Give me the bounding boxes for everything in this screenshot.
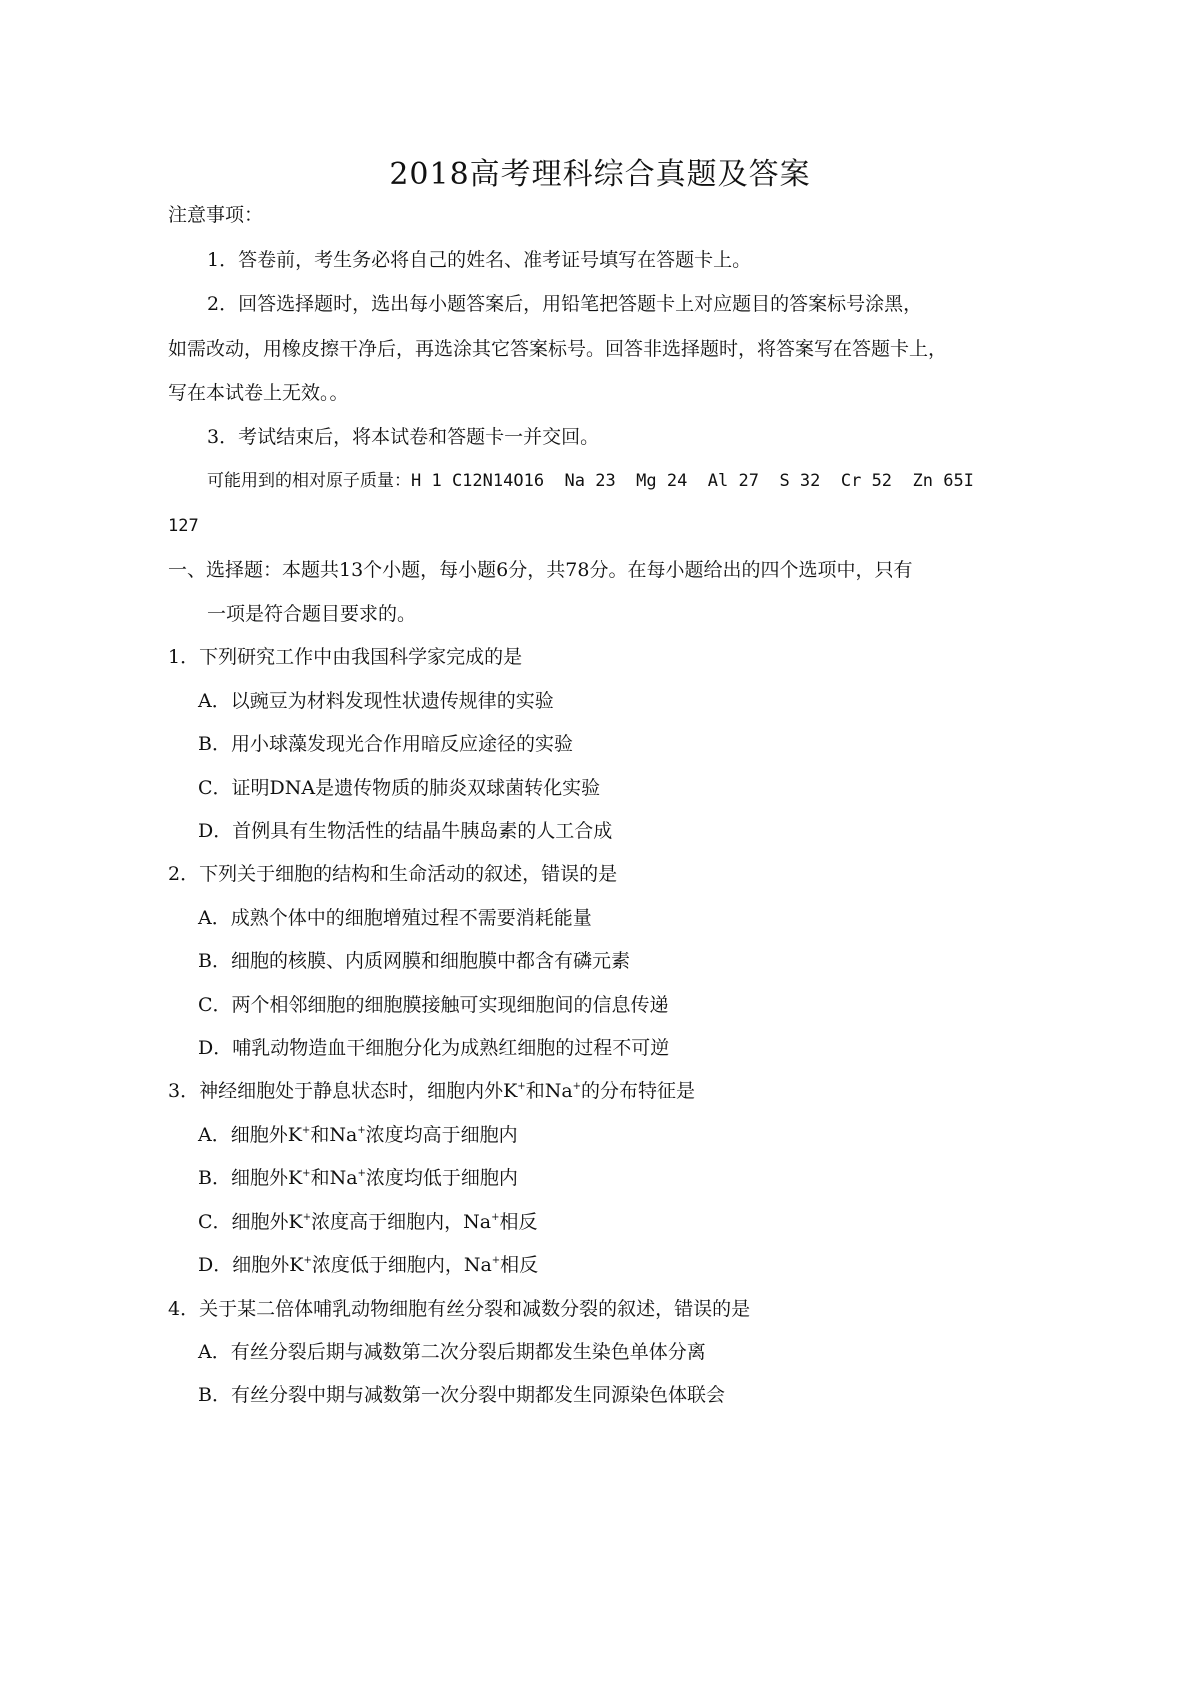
question-1-option-b: B．用小球藻发现光合作用暗反应途径的实验: [198, 733, 573, 755]
question-3-option-d: D．细胞外K+浓度低于细胞内，Na+相反: [198, 1254, 539, 1276]
question-2-option-c: C．两个相邻细胞的细胞膜接触可实现细胞间的信息传递: [198, 994, 669, 1016]
page-title: 2018高考理科综合真题及答案: [389, 157, 811, 192]
notice-item-2-line-1: 2．回答选择题时，选出每小题答案后，用铅笔把答题卡上对应题目的答案标号涂黑，: [207, 293, 923, 315]
notice-item-2-line-2: 如需改动，用橡皮擦干净后，再选涂其它答案标号。回答非选择题时，将答案写在答题卡上，: [168, 338, 948, 360]
question-4-option-b: B．有丝分裂中期与减数第一次分裂中期都发生同源染色体联会: [198, 1384, 725, 1406]
atomic-masses-line-1: 可能用到的相对原子质量：H 1 C12N14O16 Na 23 Mg 24 Al 27 S 32 Cr 52 Zn 65I: [207, 471, 974, 491]
question-3-option-a: A．细胞外K+和Na+浓度均高于细胞内: [198, 1124, 518, 1146]
section-heading-line-2: 一项是符合题目要求的。: [207, 603, 417, 625]
notice-item-3: 3．考试结束后，将本试卷和答题卡一并交回。: [207, 426, 600, 448]
question-2-option-d: D．哺乳动物造血干细胞分化为成熟红细胞的过程不可逆: [198, 1037, 670, 1059]
question-1-option-a: A．以豌豆为材料发现性状遗传规律的实验: [198, 690, 554, 712]
notice-item-1: 1．答卷前，考生务必将自己的姓名、准考证号填写在答题卡上。: [207, 249, 752, 271]
section-heading-line-1: 一、选择题：本题共13个小题，每小题6分，共78分。在每小题给出的四个选项中，只有: [168, 559, 913, 581]
question-3-option-b: B．细胞外K+和Na+浓度均低于细胞内: [198, 1167, 518, 1189]
question-4-option-a: A．有丝分裂后期与减数第二次分裂后期都发生染色单体分离: [198, 1341, 706, 1363]
question-3-option-c: C．细胞外K+浓度高于细胞内，Na+相反: [198, 1211, 538, 1233]
question-2-stem: 2．下列关于细胞的结构和生命活动的叙述，错误的是: [168, 863, 618, 885]
question-1-stem: 1．下列研究工作中由我国科学家完成的是: [168, 646, 523, 668]
question-2-option-b: B．细胞的核膜、内质网膜和细胞膜中都含有磷元素: [198, 950, 630, 972]
question-4-stem: 4．关于某二倍体哺乳动物细胞有丝分裂和减数分裂的叙述，错误的是: [168, 1298, 751, 1320]
question-2-option-a: A．成熟个体中的细胞增殖过程不需要消耗能量: [198, 907, 592, 929]
notice-item-2-line-3: 写在本试卷上无效。。: [168, 382, 349, 404]
notice-heading: 注意事项：: [168, 204, 264, 226]
question-3-stem: 3．神经细胞处于静息状态时，细胞内外K+和Na+的分布特征是: [168, 1080, 696, 1102]
atomic-masses-line-2: 127: [168, 516, 199, 536]
question-1-option-d: D．首例具有生物活性的结晶牛胰岛素的人工合成: [198, 820, 613, 842]
question-1-option-c: C．证明DNA是遗传物质的肺炎双球菌转化实验: [198, 777, 601, 799]
